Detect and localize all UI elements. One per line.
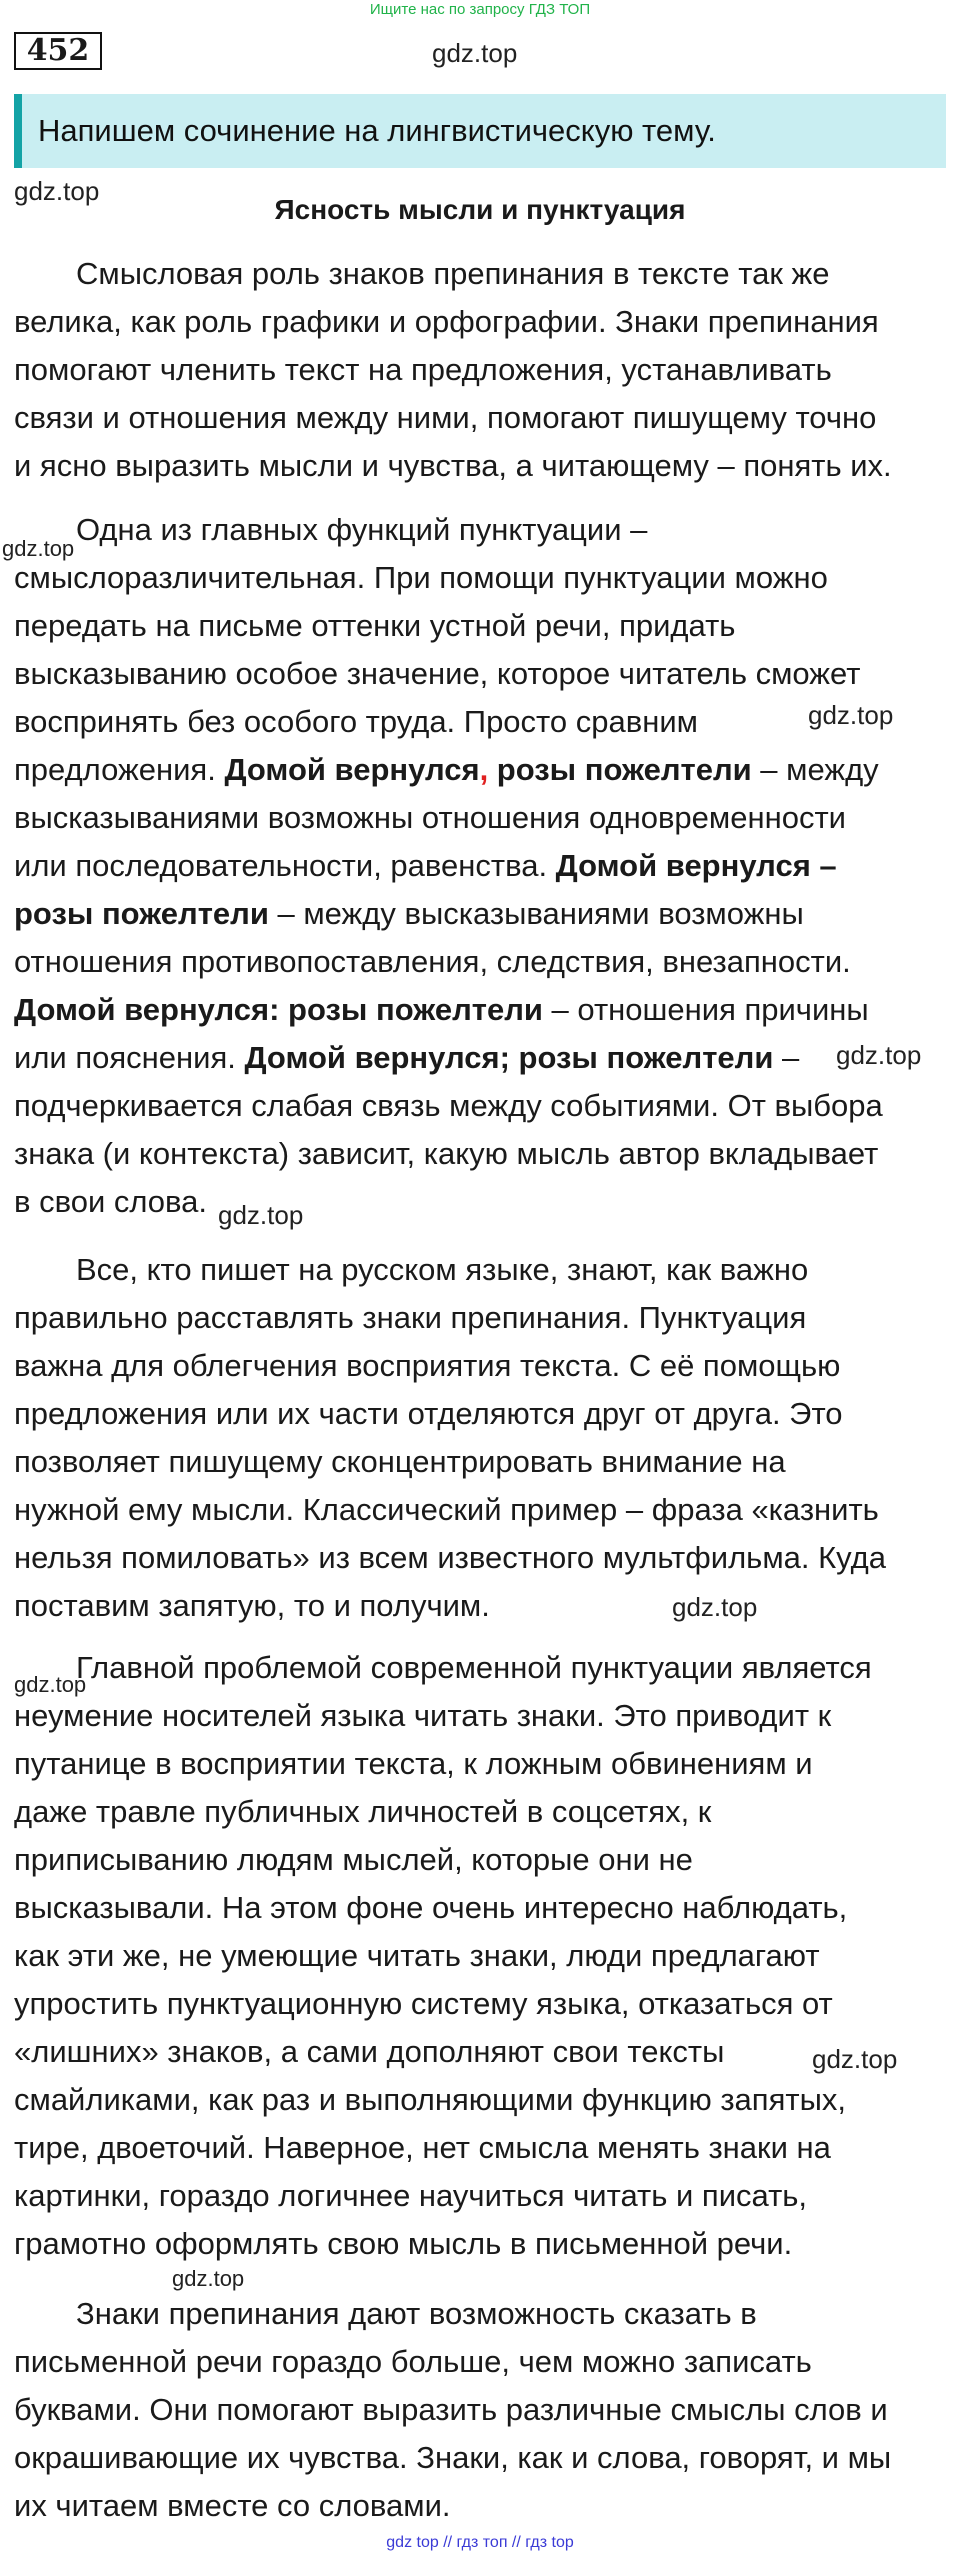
text-line: Домой вернулся: розы пожелтели – отношения причины xyxy=(14,992,869,1027)
text-line: Все, кто пишет на русском языке, знают, как важно xyxy=(76,1252,809,1287)
text-line: предложения. Домой вернулся, розы пожелтели – между xyxy=(14,752,879,787)
watermark: gdz.top xyxy=(2,536,75,561)
watermark: gdz.top xyxy=(172,2266,245,2291)
text-line: письменной речи гораздо больше, чем можно записать xyxy=(14,2344,812,2379)
text-line: как эти же, не умеющие читать знаки, люди предлагают xyxy=(14,1938,820,1973)
text-line: воспринять без особого труда. Просто сравним xyxy=(14,704,698,739)
watermark: gdz.top xyxy=(14,1672,87,1697)
paragraph-5 xyxy=(14,2290,954,2530)
text-line: высказыванию особое значение, которое читатель сможет xyxy=(14,656,861,691)
text-line: передать на письме оттенки устной речи, придать xyxy=(14,608,736,643)
text-line: помогают членить текст на предложения, устанавливать xyxy=(14,352,832,387)
text-line: неумение носителей языка читать знаки. Это приводит к xyxy=(14,1698,832,1733)
example-sentence: Домой вернулся; розы пожелтели xyxy=(244,1040,774,1075)
info-box: Напишем сочинение на лингвистическую тему. xyxy=(14,94,946,168)
text-line: и ясно выразить мысли и чувства, а читающему – понять их. xyxy=(14,448,892,483)
text-line: подчеркивается слабая связь между событиями. От выбора xyxy=(14,1088,883,1123)
text-line: розы пожелтели – между высказываниями возможны xyxy=(14,896,804,931)
text-line: тире, двоеточий. Наверное, нет смысла менять знаки на xyxy=(14,2130,831,2165)
text-line: Смысловая роль знаков препинания в тексте так же xyxy=(76,256,830,291)
text-line: Одна из главных функций пунктуации – xyxy=(76,512,648,547)
watermark: gdz.top xyxy=(812,2044,898,2074)
text-line: велика, как роль графики и орфографии. Знаки препинания xyxy=(14,304,879,339)
text-line: картинки, гораздо логичнее научиться читать и писать, xyxy=(14,2178,808,2213)
text-line: упростить пунктуационную систему языка, отказаться от xyxy=(14,1986,833,2021)
paragraph-4 xyxy=(14,1644,954,2268)
text-line: высказываниями возможны отношения одновременности xyxy=(14,800,846,835)
essay-title: Ясность мысли и пунктуация xyxy=(274,194,686,225)
watermark: gdz.top xyxy=(432,38,518,68)
text-line: их читаем вместе со словами. xyxy=(14,2488,451,2523)
text-line: важна для облегчения восприятия текста. С её помощью xyxy=(14,1348,841,1383)
footer-links[interactable]: gdz top // гдз топ // гдз top xyxy=(386,2534,574,2551)
text-line: смыслоразличительная. При помощи пунктуации можно xyxy=(14,560,828,595)
watermark: gdz.top xyxy=(14,176,100,206)
text-line: Знаки препинания дают возможность сказать в xyxy=(76,2296,757,2331)
text-line: окрашивающие их чувства. Знаки, как и слова, говорят, и мы xyxy=(14,2440,892,2475)
text-line: или пояснения. Домой вернулся; розы пожелтели – xyxy=(14,1040,800,1075)
watermark: gdz.top xyxy=(218,1200,304,1230)
example-sentence: Домой вернулся – xyxy=(555,848,837,883)
text-line: отношения противопоставления, следствия, внезапности. xyxy=(14,944,851,979)
example-sentence: Домой вернулся: розы пожелтели xyxy=(14,992,543,1027)
watermark: gdz.top xyxy=(808,700,894,730)
red-comma: , xyxy=(479,752,489,787)
text-line: Главной проблемой современной пунктуации является xyxy=(76,1650,872,1685)
text-line: связи и отношения между ними, помогают пишущему точно xyxy=(14,400,877,435)
top-banner: Ищите нас по запросу ГДЗ ТОП xyxy=(369,1,591,18)
text-line: буквами. Они помогают выразить различные смыслы слов и xyxy=(14,2392,888,2427)
text-line: знака (и контекста) зависит, какую мысль автор вкладывает xyxy=(14,1136,879,1171)
example-sentence: розы пожелтели xyxy=(488,752,752,787)
text-line: даже травле публичных личностей в соцсетях, к xyxy=(14,1794,712,1829)
example-sentence: розы пожелтели xyxy=(14,896,269,931)
text-line: предложения или их части отделяются друг от друга. Это xyxy=(14,1396,843,1431)
text-line: путанице в восприятии текста, к ложным обвинениям и xyxy=(14,1746,813,1781)
text-line: приписыванию людям мыслей, которые они не xyxy=(14,1842,693,1877)
text-line: в свои слова. xyxy=(14,1184,208,1219)
paragraph-2 xyxy=(14,506,954,1226)
text-line: позволяет пишущему сконцентрировать внимание на xyxy=(14,1444,786,1479)
example-sentence: Домой вернулся xyxy=(224,752,480,787)
text-line: «лишних» знаков, а сами дополняют свои тексты xyxy=(14,2034,725,2069)
text-line: нельзя помиловать» из всем известного мультфильма. Куда xyxy=(14,1540,886,1575)
paragraph-1 xyxy=(14,250,954,490)
text-line: смайликами, как раз и выполняющими функцию запятых, xyxy=(14,2082,846,2117)
text-line: поставим запятую, то и получим. xyxy=(14,1588,490,1623)
text-line: грамотно оформлять свою мысль в письменной речи. xyxy=(14,2226,793,2261)
task-number: 452 xyxy=(14,32,102,70)
watermark: gdz.top xyxy=(836,1040,922,1070)
text-line: или последовательности, равенства. Домой вернулся – xyxy=(14,848,837,883)
paragraph-3 xyxy=(14,1246,954,1630)
text-line: правильно расставлять знаки препинания. Пунктуация xyxy=(14,1300,807,1335)
text-line: высказывали. На этом фоне очень интересно наблюдать, xyxy=(14,1890,848,1925)
watermark: gdz.top xyxy=(672,1592,758,1622)
text-line: нужной ему мысли. Классический пример – фраза «казнить xyxy=(14,1492,879,1527)
